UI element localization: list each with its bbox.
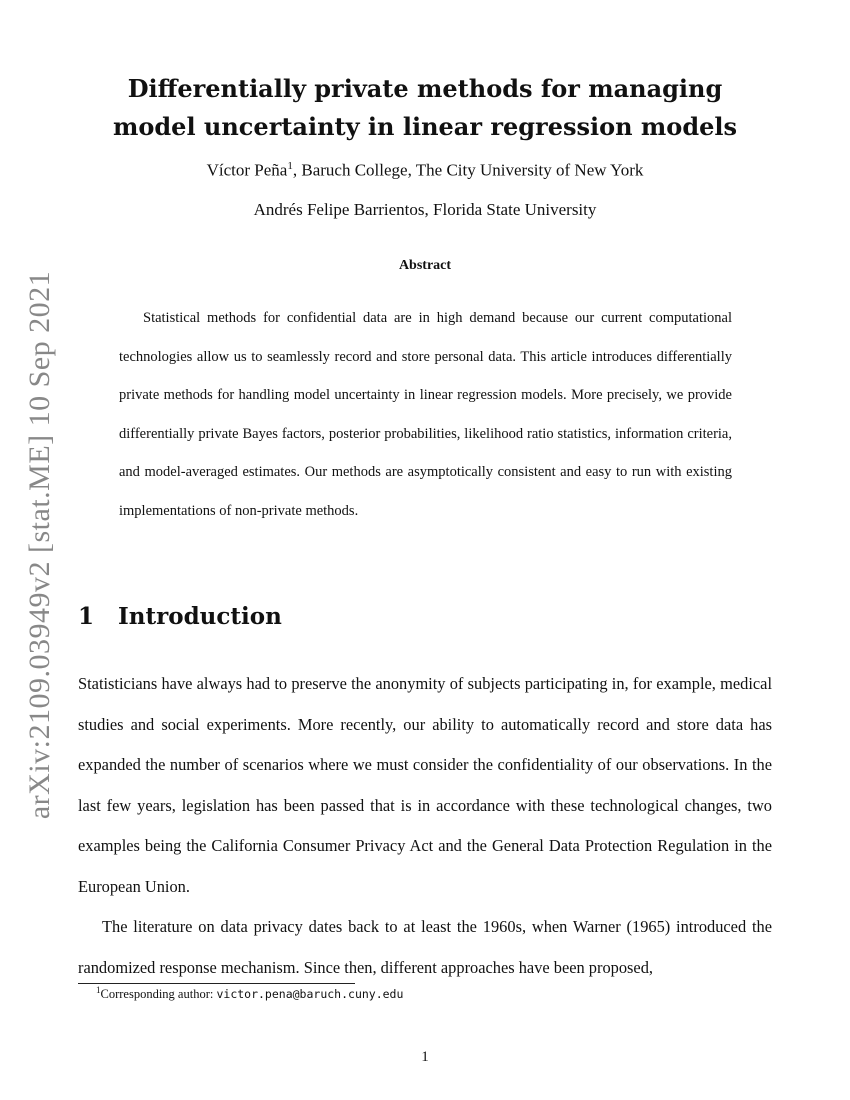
author-1-name: Víctor Peña bbox=[206, 160, 288, 180]
abstract-heading: Abstract bbox=[398, 258, 452, 273]
title-line-1: Differentially private methods for managing bbox=[127, 74, 723, 103]
author-2-affiliation: , Florida State University bbox=[424, 200, 597, 219]
footnote-email-link[interactable]: victor.pena@baruch.cuny.edu bbox=[216, 987, 404, 1002]
author-1-footnote-mark: 1 bbox=[287, 160, 293, 172]
author-2 bbox=[0, 200, 850, 220]
footnote-rule bbox=[78, 983, 355, 984]
footnote bbox=[96, 985, 403, 1002]
title-line-2: model uncertainty in linear regression models bbox=[112, 112, 737, 141]
intro-paragraph-2: The literature on data privacy dates back to at least the 1960s, when Warner (1965) introduced the randomized response mechanism. Since then, different approaches have been proposed, bbox=[78, 917, 772, 977]
section-heading-introduction bbox=[78, 603, 282, 630]
intro-paragraph-1: Statisticians have always had to preserve the anonymity of subjects participating in, for example, medical studies and social experiments. More recently, our ability to automatically record and store data has expanded the number of scenarios where we must consider the confidentiality of our observations. In the last few years, legislation has been passed that is in accordance with these technological changes, two examples being the California Consumer Privacy Act and the General Data Protection Regulation in the European Union. bbox=[78, 674, 772, 896]
author-1 bbox=[0, 160, 850, 181]
arxiv-identifier-stamp: arXiv:2109.03949v2 [stat.ME] 10 Sep 2021 bbox=[23, 270, 56, 820]
abstract-text: Statistical methods for confidential data are in high demand because our current computational technologies allow us to seamlessly record and store personal data. This article introduces differentially private methods for handling model uncertainty in linear regression models. More precisely, we provide differentially private Bayes factors, posterior probabilities, likelihood ratio statistics, information criteria, and model-averaged estimates. Our methods are asymptotically consistent and easy to run with existing implementations of non-private methods. bbox=[119, 310, 732, 519]
page-number: 1 bbox=[421, 1049, 429, 1065]
author-1-affiliation: , Baruch College, The City University of New York bbox=[292, 160, 644, 180]
section-title: Introduction bbox=[118, 603, 282, 630]
paper-title bbox=[0, 70, 850, 146]
footnote-label: Corresponding author: bbox=[100, 987, 217, 1002]
section-number: 1 bbox=[78, 603, 95, 630]
author-2-name: Andrés Felipe Barrientos bbox=[253, 200, 425, 219]
footnote-mark: 1 bbox=[96, 985, 101, 995]
